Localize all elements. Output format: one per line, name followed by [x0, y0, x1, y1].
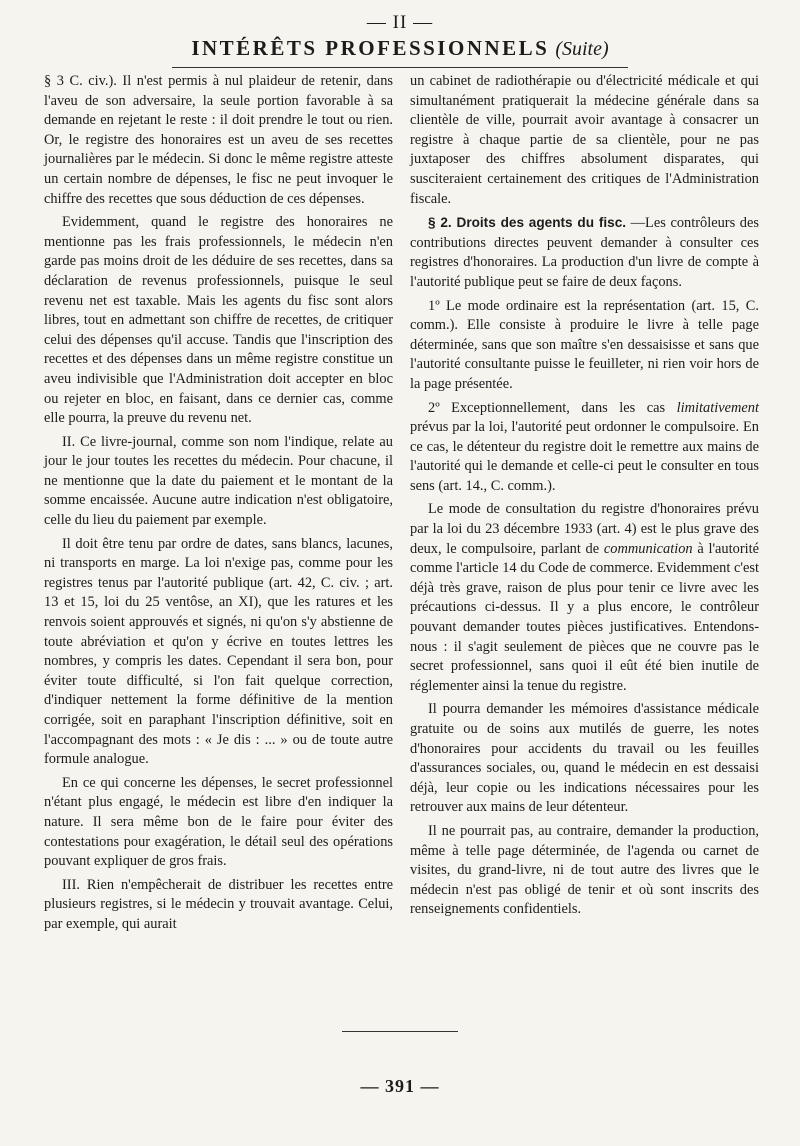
paragraph-text: prévus par la loi, l'autorité peut ordonner le compulsoire. En ce cas, le détenteur du registre doit le remettre aux mains de l'autorité qui le demande et celle-ci peut le consulter en tous sens (art. 14., C. comm.).: [410, 419, 759, 494]
page-folio: — II —: [366, 12, 434, 33]
paragraph: § 3 C. civ.). Il n'est permis à nul plaideur de retenir, dans l'aveu de son adversaire, la seule portion favorable à sa demande en rejetant le reste : il doit prendre le tout ou rien. Or, le registre des honoraires est un aveu de ses recettes journalières par le médecin. Si donc le même registre atteste un certain nombre de dépenses, le fisc ne peut invoquer le chiffre des recettes que sous déduction de ces dépenses.: [44, 73, 393, 207]
paragraph: un cabinet de radiothérapie ou d'électricité médicale et qui simultanément pratiquerait la médecine générale dans sa clientèle de ville, pourrait avoir avantage à consacrer un registre à chaque partie de sa clientèle, pour ne pas juxtaposer des chiffres absolument disparates, qui susciteraient certainement des critiques de l'Administration fiscale.: [410, 73, 759, 207]
paragraph: Il pourra demander les mémoires d'assistance médicale gratuite ou de soins aux mutilés de guerre, les notes d'honoraires pour accidents du travail ou les feuilles d'assurances sociales, ou, quand le médecin en est dessaisi déjà, leur copie ou les indications nécessaires pour les retrouver aux mains de leur détenteur.: [410, 701, 759, 816]
paragraph-text: à l'autorité comme l'article 14 du Code de commerce. Evidemment c'est déjà très grave, raison de plus pour tenir ce livre avec les précautions ci-dessus. Il y a plus encore, le contrôleur pouvant demander toutes pièces justificatives. Entendons-nous : il s'agit seulement de pièces que ne couvre pas le secret professionnel, sans quoi il eût été bien inutile de réglementer ainsi la tenue du registre.: [410, 540, 759, 694]
left-column: [44, 72, 393, 939]
paragraph-text: 2º Exceptionnellement, dans les cas: [428, 399, 677, 416]
paragraph: En ce qui concerne les dépenses, le secret professionnel n'étant plus engagé, le médecin est libre d'en indiquer la nature. Il sera même bon de le faire pour éviter des contestations pour exagération, le détail seul des opérations pouvant expliquer de gros frais.: [44, 774, 393, 870]
section-title-text: INTÉRÊTS PROFESSIONNELS: [191, 36, 550, 60]
paragraph: II. Ce livre-journal, comme son nom l'indique, relate au jour le jour toutes les recettes du médecin. Pour chacune, il ne mentionne que la date du paiement et le montant de la somme encaissée. Aucune autre indication n'est obligatoire, celle du lieu du paiement par exemple.: [44, 433, 393, 529]
paragraph: Il doit être tenu par ordre de dates, sans blancs, lacunes, ni transports en marge. La loi n'exige pas, comme pour les registres tenus par l'autorité publique (art. 42, C. civ. ; art. 13 et 15, loi du 25 ventôse, an XI), que les ratures et les renvois soient approuvés et signés, ni qu'on s'y abstienne de toute abréviation et qu'on y écrive en toutes lettres les nombres, y compris les dates. Cependant il sera bon, pour éviter toute difficulté, si l'on fait quelque correction, d'indiquer nettement la forme définitive de la mention corrigée, soit en paraphant l'inscription définitive, soit en l'accompagnant des mots : « Je dis : ... » ou de toute autre formule analogue.: [44, 535, 393, 768]
paragraph: Il ne pourrait pas, au contraire, demander la production, même à telle page déterminée, de l'agenda ou carnet de visites, du grand-livre, ni de tout autre des livres que le médecin n'est pas obligé de tenir et où sont inscrits des renseignements confidentiels.: [410, 822, 759, 918]
paragraph: [410, 399, 759, 497]
paragraph: 1º Le mode ordinaire est la représentation (art. 15, C. comm.). Elle consiste à produire le livre à telle page déterminée, sans que son maître s'en dessaisisse et sans que l'autorité consultante puisse le feuilleter, ni rien voir hors de la page présentée.: [410, 297, 759, 392]
header-rule: [172, 67, 628, 68]
emphasis-text: limitativement: [676, 399, 759, 416]
subsection-heading: § 2. Droits des agents du fisc.: [428, 215, 627, 231]
section-title-suite: (Suite): [555, 38, 609, 60]
page-number: — 391 —: [360, 1076, 440, 1096]
emphasis-text: communication: [603, 540, 693, 557]
paragraph: III. Rien n'empêcherait de distribuer les recettes entre plusieurs registres, si le médecin y trouvait avantage. Celui, par exemple, qui aurait: [44, 876, 393, 932]
paragraph: Evidemment, quand le registre des honoraires ne mentionne pas les frais professionnels, le médecin n'en garde pas moins droit de les déduire de ses recettes, dans sa déclaration de revenus professionnels, puisque le seul revenu net est taxable. Mais les agents du fisc sont alors libres, tout en admettant son chiffre de recettes, de critiquer celui des dépenses qu'il accuse. Tandis que l'inscription des recettes et des dépenses dans un même registre constitue un aveu indivisible que l'Administration doit accepter en bloc ou rejeter en bloc, en faisant, dans ce dernier cas, comme elle pourra, la preuve du revenu net.: [44, 214, 393, 427]
section-title: [0, 36, 800, 61]
paragraph: [410, 213, 759, 292]
paragraph-text: Le mode de consultation du registre d'honoraires prévu par la loi du 23 décembre 1933 (art. 4) est le plus grave des deux, le compulsoire, parlant de: [410, 501, 759, 557]
footer-rule: [342, 1031, 458, 1032]
paragraph: [410, 500, 759, 696]
right-column: [410, 72, 759, 924]
paragraph-text: —Les contrôleurs des contributions directes peuvent demander à consulter ces registres d'honoraires. La production d'un livre de compte à l'autorité publique peut se faire de deux façons.: [410, 215, 759, 290]
